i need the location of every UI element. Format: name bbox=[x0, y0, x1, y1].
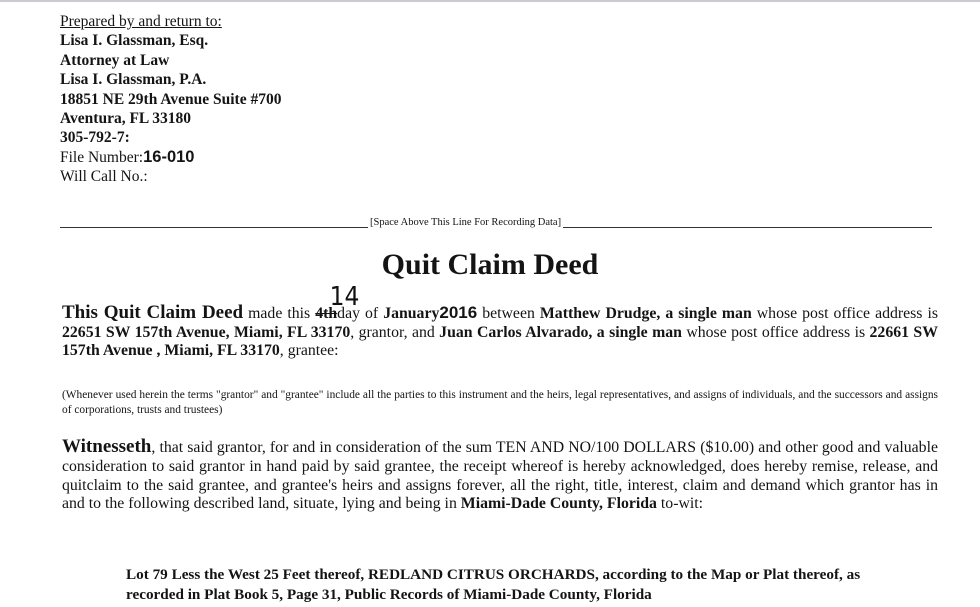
firm-name: Lisa I. Glassman, P.A. bbox=[60, 71, 207, 89]
witnesseth-lead: Witnesseth bbox=[62, 436, 152, 457]
grantee-name: Juan Carlos Alvarado, a single man bbox=[439, 323, 682, 341]
address-line-1: 18851 NE 29th Avenue Suite #700 bbox=[60, 90, 282, 108]
text-between: between bbox=[477, 305, 540, 322]
top-divider bbox=[0, 0, 980, 2]
intro-lead: This Quit Claim Deed bbox=[62, 302, 244, 323]
file-number-label: File Number: bbox=[60, 148, 144, 166]
year: 2016 bbox=[439, 303, 478, 322]
county: Miami-Dade County, Florida bbox=[460, 495, 657, 513]
will-call-label: Will Call No.: bbox=[60, 168, 148, 186]
address-line-2: Aventura, FL 33180 bbox=[60, 110, 192, 128]
grantor-name: Matthew Drudge, a single man bbox=[539, 305, 752, 322]
text-whose-post: whose post office address is bbox=[751, 305, 939, 322]
rule-right bbox=[563, 215, 932, 228]
handwritten-day: 14 bbox=[329, 282, 360, 312]
file-number-row bbox=[60, 148, 281, 167]
phone-number: 305-792-7: bbox=[60, 129, 130, 147]
legal-description: Lot 79 Less the West 25 Feet thereof, REDLAND CITRUS ORCHARDS, according to the Map or Plat thereof, as recorded in Plat Book 5, Page 31, Public Records of Miami-Dade County, Florida bbox=[126, 566, 861, 603]
intro-paragraph bbox=[62, 304, 938, 361]
witnesseth-paragraph bbox=[62, 438, 938, 514]
text-day-of: day of bbox=[337, 305, 384, 322]
file-number-value: 16-010 bbox=[143, 147, 195, 166]
prepared-by-block bbox=[60, 12, 281, 187]
attorney-role: Attorney at Law bbox=[60, 51, 170, 69]
grantee-address: 22661 SW 157th Avenue , Miami, FL 33170 bbox=[62, 323, 938, 360]
text-grantor-and: , grantor, and bbox=[350, 323, 440, 341]
attorney-name: Lisa I. Glassman, Esq. bbox=[60, 32, 209, 50]
definition-note: (Whenever used herein the terms "grantor" and "grantee" include all the parties to this instrument and the heirs, legal representatives, and assigns of individuals, and the successors and assigns of corporations, trusts and trustees) bbox=[62, 389, 938, 416]
rule-left bbox=[60, 215, 368, 228]
deed-title: Quit Claim Deed bbox=[381, 248, 599, 281]
witnesseth-body: , that said grantor, for and in consideration of the sum TEN AND NO/100 DOLLARS ($10.00) and other good and valuable consideration to said grantor in hand paid by said grantee, the receipt whereof is hereby acknowledged, does hereby remise, release, and quitclaim to the said grantee, and grantee's heirs and assigns forever, all the right, title, interest, claim and demand which grantor has in and to the following described land, situate, lying and being in bbox=[62, 439, 938, 513]
recording-line bbox=[60, 208, 932, 228]
prepared-label: Prepared by and return to: bbox=[60, 13, 222, 30]
text-whose-post-2: whose post office address is bbox=[681, 323, 870, 341]
witnesseth-end: to-wit: bbox=[656, 495, 704, 513]
recording-note: [Space Above This Line For Recording Data] bbox=[370, 217, 562, 228]
text-made-this: made this bbox=[243, 305, 316, 322]
text-grantee-end: , grantee: bbox=[279, 342, 339, 360]
struck-day: 4th bbox=[315, 305, 338, 322]
grantor-address: 22651 SW 157th Avenue, Miami, FL 33170 bbox=[62, 323, 351, 341]
month: January bbox=[383, 305, 440, 322]
